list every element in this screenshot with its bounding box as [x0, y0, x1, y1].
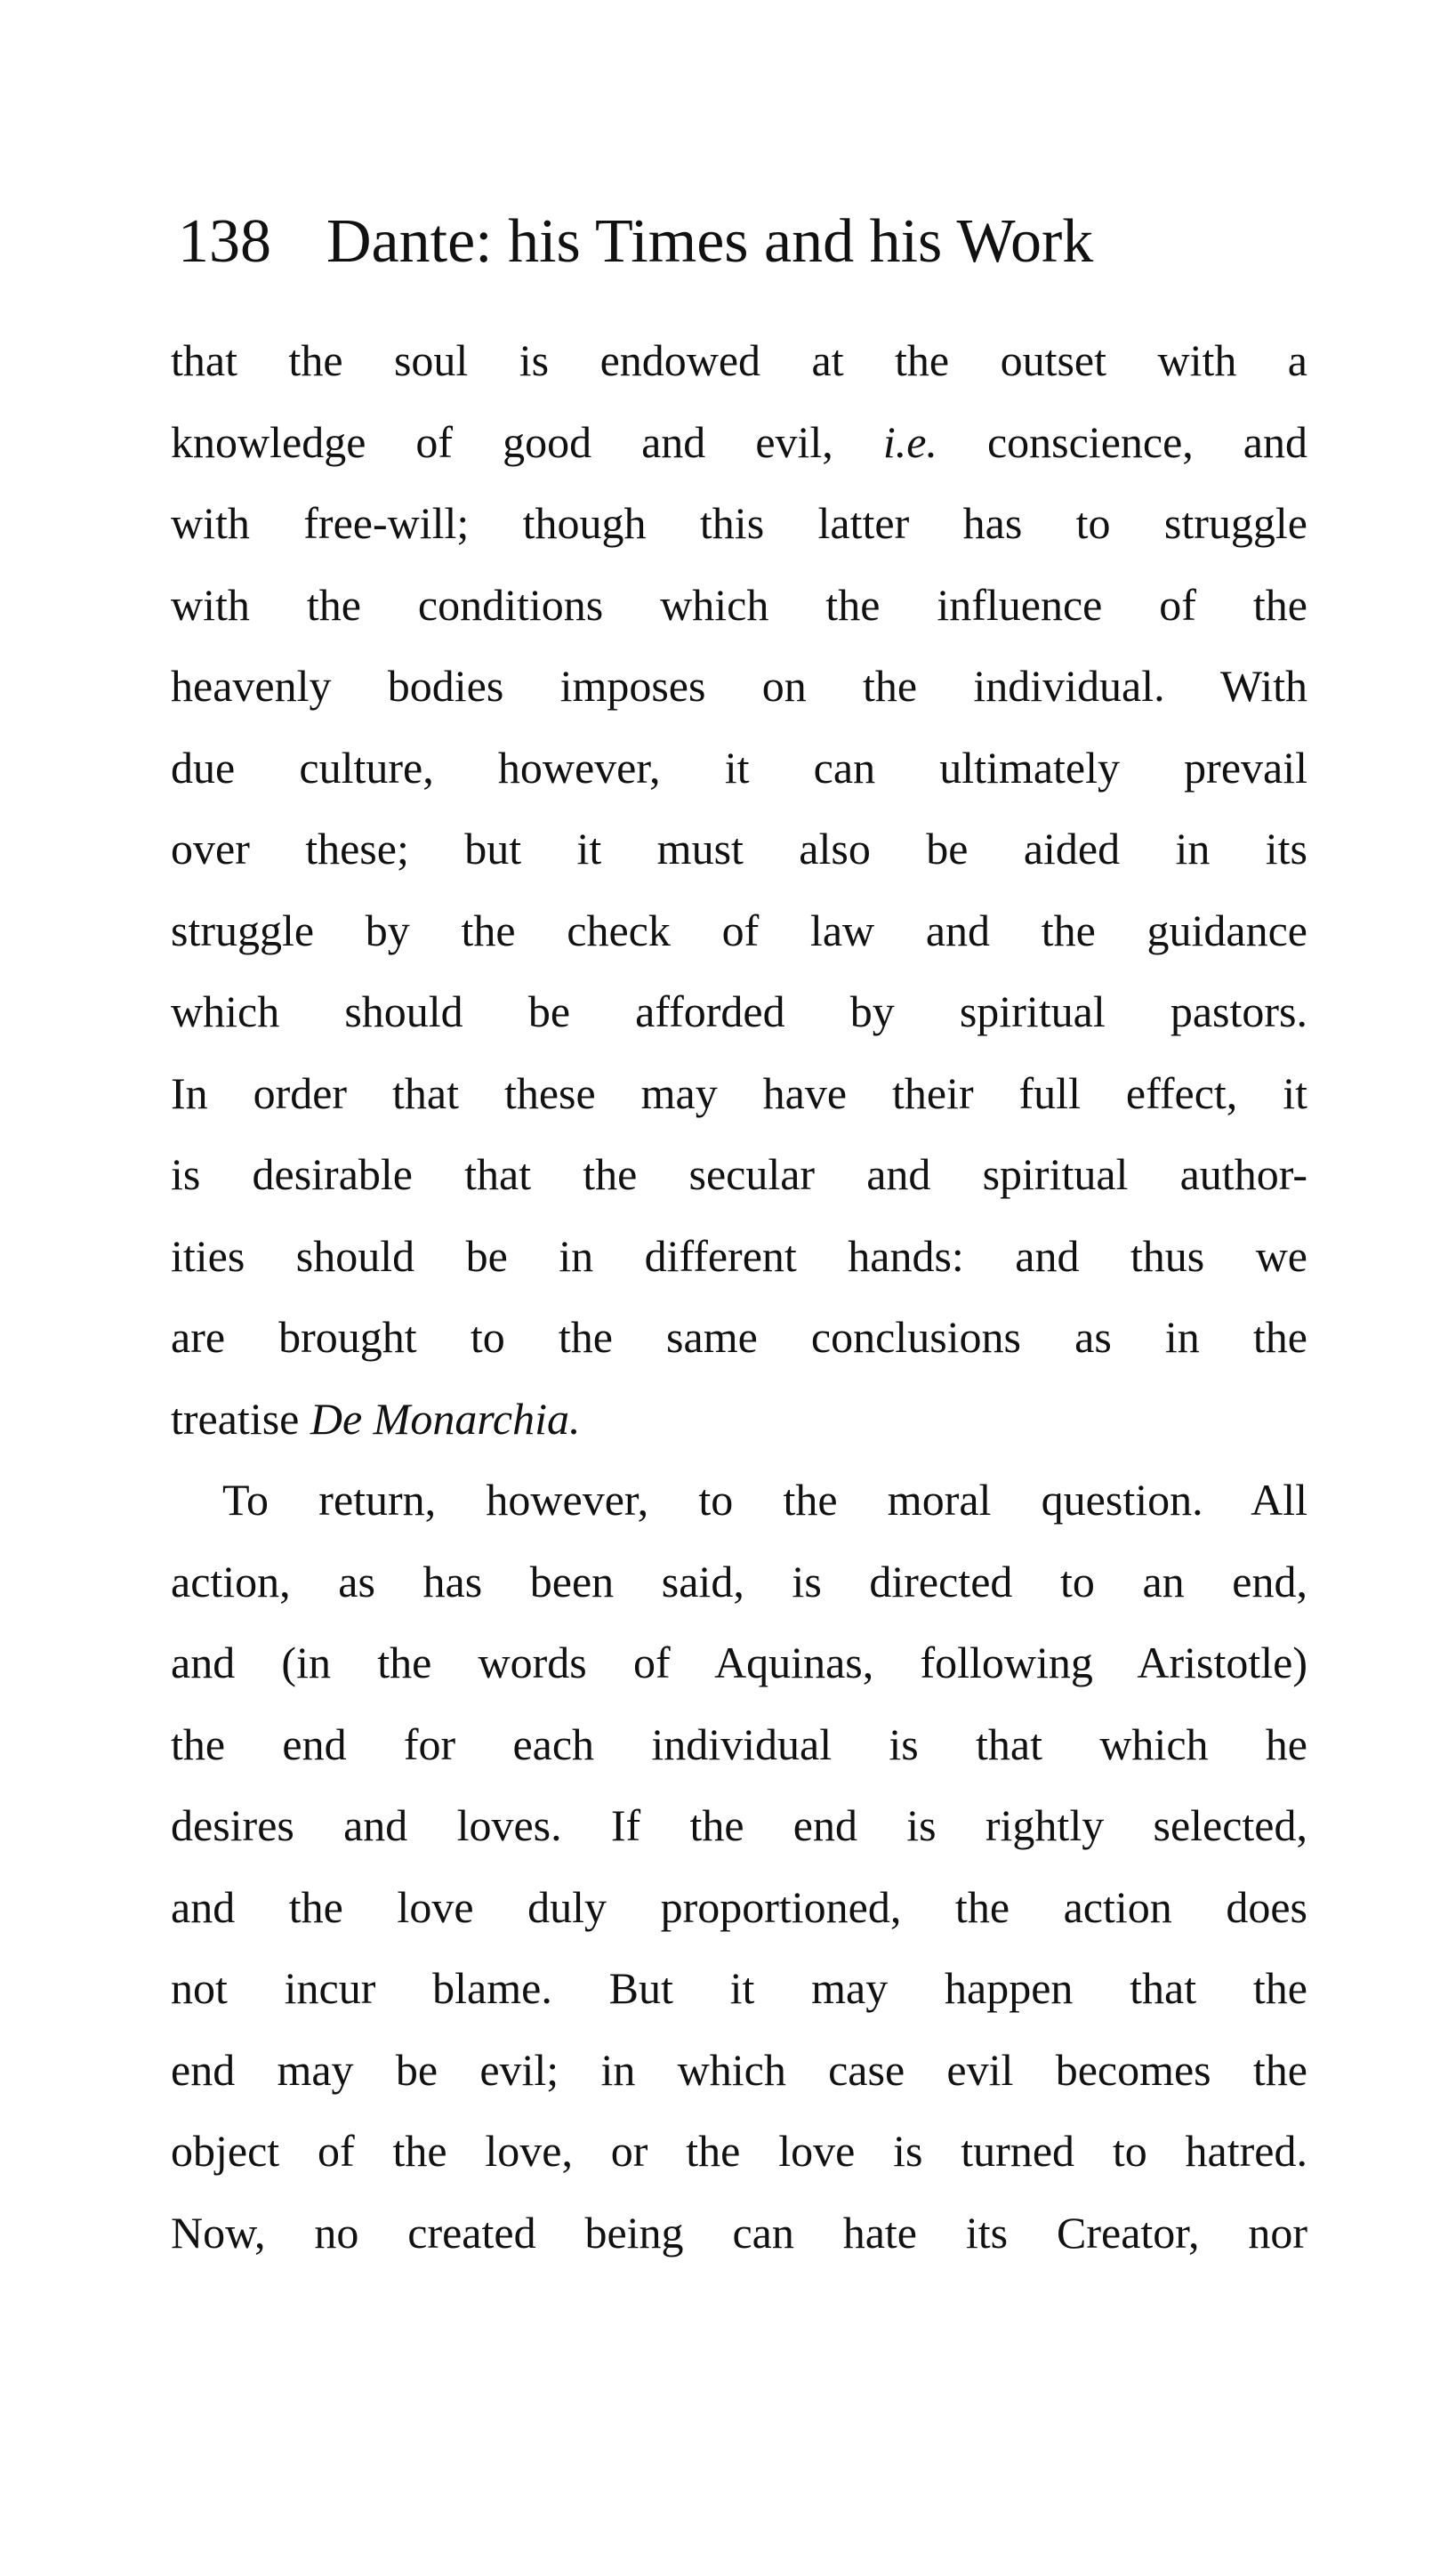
text-line: not incur blame. But it may happen that the [171, 1963, 1307, 2013]
body-text [171, 320, 1307, 2274]
text-line: struggle by the check of law and the guidance [171, 905, 1307, 955]
text-line: end may be evil; in which case evil becomes the [171, 2044, 1307, 2095]
text-line: knowledge of good and evil, i.e. conscience, and [171, 416, 1307, 467]
text-line: ities should be in different hands: and thus we [171, 1230, 1307, 1281]
text-line: object of the love, or the love is turned to hatred. [171, 2126, 1307, 2176]
text-line: To return, however, to the moral question. All [222, 1475, 1307, 1525]
text-line: Now, no created being can hate its Creator, nor [171, 2207, 1307, 2258]
italic-title: De Monarchia. [310, 1393, 581, 1444]
text-line: due culture, however, it can ultimately prevail [171, 742, 1307, 793]
text-line: In order that these may have their full effect, it [171, 1067, 1307, 1118]
paragraph-1 [171, 320, 1307, 1460]
text-line: and (in the words of Aquinas, following Aristotle) [171, 1638, 1307, 1687]
text-line: with the conditions which the influence of the [171, 579, 1307, 630]
text-line: are brought to the same conclusions as in the [171, 1312, 1307, 1362]
text-line: with free-will; though this latter has to struggle [171, 498, 1307, 548]
text-line: that the soul is endowed at the outset with a [171, 335, 1307, 385]
text-line: over these; but it must also be aided in its [171, 824, 1307, 873]
text-line: the end for each individual is that which he [171, 1719, 1307, 1769]
italic-abbreviation: i.e. [882, 416, 937, 467]
paragraph-2 [171, 1460, 1307, 2274]
text-line: treatise De Monarchia. [171, 1393, 581, 1444]
page-number: 138 [178, 207, 271, 276]
running-title: Dante: his Times and his Work [326, 207, 1094, 276]
text-line: which should be afforded by spiritual pastors. [171, 986, 1307, 1036]
text-line: desires and loves. If the end is rightly selected, [171, 1800, 1307, 1850]
text-line: action, as has been said, is directed to an end, [171, 1556, 1307, 1606]
running-header [178, 197, 1299, 286]
text-line: heavenly bodies imposes on the individual. With [171, 661, 1307, 711]
text-line: and the love duly proportioned, the action does [171, 1881, 1307, 1932]
text-line: is desirable that the secular and spiritual author- [171, 1149, 1307, 1199]
